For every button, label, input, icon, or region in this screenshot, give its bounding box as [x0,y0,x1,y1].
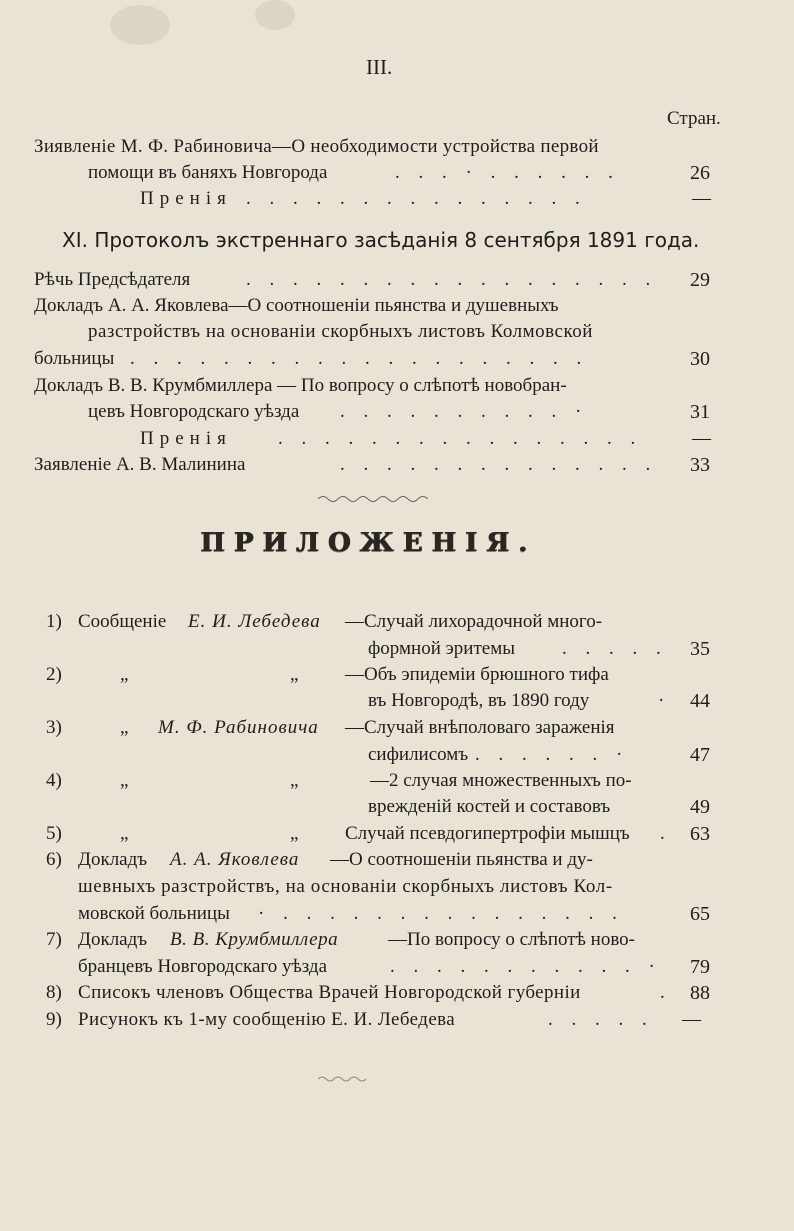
appendix-number: 9) [46,1009,62,1030]
toc-entry-label: Пренія [140,188,232,209]
toc-entry-text: разстройствъ на основаніи скорбныхъ листовъ Колмовской [88,321,593,342]
appendix-title-line: Рисунокъ къ 1-му сообщенію Е. И. Лебедева [78,1009,456,1030]
appendix-title-line: —Случай лихорадочной много- [345,611,603,632]
toc-entry-text: Докладъ А. А. Яковлева—О соотношеніи пьянства и душевныхъ [34,295,559,316]
appendix-title-line: —О соотношеніи пьянства и ду- [330,849,593,870]
toc-page-number: 29 [690,269,710,291]
ditto-mark: „ [120,770,129,791]
toc-page-number: 65 [690,903,710,925]
toc-leader-dots: . [660,982,665,1003]
toc-entry-text: помощи въ баняхъ Новгорода [88,162,328,183]
toc-leader-dots: . [660,823,665,844]
toc-entry-text: цевъ Новгородскаго уѣзда [88,401,300,422]
appendix-author: В. В. Крумбмиллера [170,929,339,950]
toc-leader-dots: . . . . . . · [475,744,630,765]
appendix-author: Е. И. Лебедева [188,611,321,632]
appendix-number: 8) [46,982,62,1003]
appendix-title-line: —По вопросу о слѣпотѣ ново- [388,929,635,950]
appendix-title-line: сифилисомъ [368,744,469,765]
appendix-number: 1) [46,611,62,632]
ornament-divider [318,494,428,504]
toc-leader-dots: . . . . . . . . . . . . . . . [246,188,587,209]
toc-entry-text: Рѣчь Предсѣдателя [34,269,191,290]
toc-leader-dots: . . . . . [562,638,668,659]
toc-page-number: 26 [690,162,710,184]
appendix-prefix: Докладъ [78,849,148,870]
toc-page-number: — [692,428,711,449]
toc-page-number: 79 [690,956,710,978]
toc-page-number: 35 [690,638,710,660]
toc-entry-label: Пренія [140,428,232,449]
appendix-number: 7) [46,929,62,950]
toc-page-number: 33 [690,454,710,476]
toc-leader-dots: . . . . . . . . . . · [340,401,589,422]
appendix-title-line: Списокъ членовъ Общества Врачей Новгородской губерніи [78,982,581,1003]
toc-leader-dots: . . . . . . . . . . . . . . . . . . . . [130,348,589,369]
appendix-author: А. А. Яковлева [170,849,300,870]
appendix-title-line: —Случай внѣполоваго зараженія [345,717,615,738]
appendix-title-line: бранцевъ Новгородскаго уѣзда [78,956,328,977]
paper-stain [255,0,295,30]
ditto-mark: „ [290,823,299,844]
appendix-title-line: мовской больницы [78,903,230,924]
ornament-divider [318,1075,368,1083]
appendix-title: ПРИЛОЖЕНІЯ. [200,528,536,558]
paper-stain [110,5,170,45]
appendix-prefix: Сообщеніе [78,611,167,632]
appendix-number: 3) [46,717,62,738]
toc-leader-dots: . . . . . . . . . . . . . . . . . . [246,269,658,290]
ditto-mark: „ [290,770,299,791]
ditto-mark: „ [120,823,129,844]
appendix-title-line: врежденій костей и составовъ [368,796,611,817]
toc-leader-dots: . . . . . . . . . . . · [390,956,662,977]
toc-page-number: — [682,1009,701,1030]
toc-leader-dots: . . . . . . . . . . . . . . . . [278,428,643,449]
toc-entry-text: Зиявленіе М. Ф. Рабиновича—О необходимости устройства первой [34,136,599,157]
appendix-author: М. Ф. Рабиновича [158,717,319,738]
toc-page-number: — [692,188,711,209]
toc-page-number: 88 [690,982,710,1004]
appendix-title-line: формной эритемы [368,638,515,659]
appendix-number: 4) [46,770,62,791]
toc-page-number: 30 [690,348,710,370]
toc-page-number: 47 [690,744,710,766]
appendix-title-line: шевныхъ разстройствъ, на основаніи скорбныхъ листовъ Кол- [78,876,613,897]
page-column-label: Стран. [667,108,721,129]
page-number: III. [366,55,393,79]
ditto-mark: „ [120,664,129,685]
appendix-prefix: Докладъ [78,929,148,950]
toc-page-number: 31 [690,401,710,423]
appendix-number: 5) [46,823,62,844]
toc-leader-dots: · [658,690,665,711]
toc-leader-dots: · . . . . . . . . . . . . . . . [258,903,624,924]
toc-leader-dots: . . . . . [548,1009,654,1030]
toc-entry-text: больницы [34,348,115,369]
appendix-number: 6) [46,849,62,870]
toc-entry-text: Докладъ В. В. Крумбмиллера — По вопросу о слѣпотѣ новобран- [34,375,567,396]
appendix-title-line: въ Новгородѣ, въ 1890 году [368,690,590,711]
ditto-mark: „ [290,664,299,685]
appendix-title-line: —Объ эпидеміи брюшного тифа [345,664,609,685]
appendix-title-line: Случай псевдогипертрофіи мышцъ [345,823,630,844]
appendix-title-line: —2 случая множественныхъ по- [370,770,632,791]
section-heading: XI. Протоколъ экстреннаго засѣданія 8 сентября 1891 года. [62,228,700,252]
toc-page-number: 49 [690,796,710,818]
toc-leader-dots: . . . . . . . . . . . . . . [340,454,658,475]
toc-entry-text: Заявленіе А. В. Малинина [34,454,246,475]
ditto-mark: „ [120,717,129,738]
toc-page-number: 44 [690,690,710,712]
appendix-number: 2) [46,664,62,685]
toc-leader-dots: . . . · . . . . . . [395,162,620,183]
toc-page-number: 63 [690,823,710,845]
